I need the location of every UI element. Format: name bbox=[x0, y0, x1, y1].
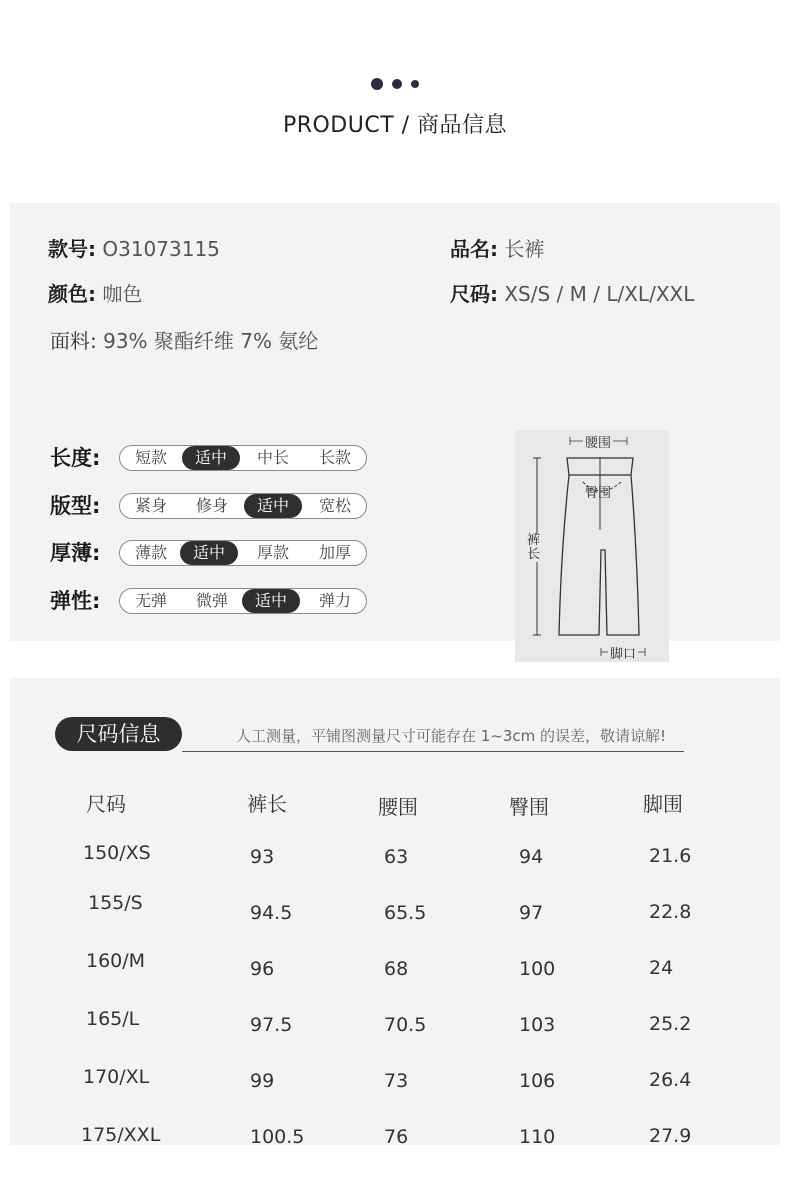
product-name-label: 品名: bbox=[450, 237, 498, 261]
table-cell: 94 bbox=[519, 846, 544, 868]
option-thick: 厚款 bbox=[256, 543, 289, 562]
table-cell: 76 bbox=[384, 1126, 409, 1148]
option-thin: 薄款 bbox=[134, 543, 167, 562]
table-cell: 155/S bbox=[88, 892, 143, 914]
table-cell: 97.5 bbox=[250, 1014, 293, 1036]
style-number-value: O31073115 bbox=[102, 237, 220, 261]
product-fabric-label: 面料: bbox=[50, 329, 97, 353]
table-cell: 24 bbox=[649, 957, 674, 979]
table-cell: 160/M bbox=[86, 950, 146, 972]
header-hem: 脚围 bbox=[643, 792, 683, 816]
table-cell: 68 bbox=[384, 958, 409, 980]
product-name bbox=[450, 233, 544, 262]
attr-length-options bbox=[119, 445, 367, 471]
option-moderate-stretch-selected: 适中 bbox=[242, 589, 300, 613]
waist-label: 腰围 bbox=[583, 432, 613, 451]
option-long: 长款 bbox=[318, 448, 351, 467]
style-number-label: 款号: bbox=[48, 237, 96, 261]
table-cell: 27.9 bbox=[649, 1125, 692, 1147]
table-cell: 99 bbox=[250, 1070, 275, 1092]
attr-length-label: 长度: bbox=[50, 446, 101, 470]
attr-elasticity-label: 弹性: bbox=[50, 589, 101, 613]
option-stretch: 弹力 bbox=[318, 591, 351, 610]
header-hip: 臀围 bbox=[509, 795, 549, 819]
size-chart-panel bbox=[10, 678, 780, 1148]
table-cell: 25.2 bbox=[649, 1013, 692, 1035]
option-extra-thick: 加厚 bbox=[318, 543, 351, 562]
table-cell: 26.4 bbox=[649, 1069, 692, 1091]
attr-elasticity-options bbox=[119, 588, 367, 614]
dot-icon bbox=[371, 78, 383, 90]
table-cell: 65.5 bbox=[384, 902, 427, 924]
option-short: 短款 bbox=[134, 448, 167, 467]
table-cell: 70.5 bbox=[384, 1014, 427, 1036]
table-cell: 21.6 bbox=[649, 845, 692, 867]
product-sizes-label: 尺码: bbox=[450, 282, 498, 306]
table-cell: 100 bbox=[519, 958, 556, 980]
option-slim: 修身 bbox=[195, 496, 228, 515]
size-info-badge: 尺码信息 bbox=[55, 717, 182, 751]
dot-icon bbox=[392, 79, 402, 89]
table-cell: 73 bbox=[384, 1070, 409, 1092]
table-cell: 165/L bbox=[86, 1008, 140, 1030]
pants-measurement-diagram bbox=[515, 430, 669, 662]
table-cell: 150/XS bbox=[83, 842, 151, 864]
table-cell: 103 bbox=[519, 1014, 556, 1036]
dot-icon bbox=[411, 80, 419, 88]
option-slight-stretch: 微弹 bbox=[195, 591, 228, 610]
option-loose: 宽松 bbox=[318, 496, 351, 515]
table-cell: 22.8 bbox=[649, 901, 692, 923]
header-length: 裤长 bbox=[247, 792, 287, 816]
header-size: 尺码 bbox=[86, 792, 126, 816]
attr-fit-label: 版型: bbox=[50, 494, 101, 518]
header-waist: 腰围 bbox=[378, 795, 418, 819]
option-mid-long: 中长 bbox=[256, 448, 289, 467]
product-color-value: 咖色 bbox=[102, 282, 143, 306]
table-cell: 106 bbox=[519, 1070, 556, 1092]
attr-thickness-label: 厚薄: bbox=[50, 541, 101, 565]
product-sizes-value: XS/S / M / L/XL/XXL bbox=[504, 282, 695, 306]
option-no-stretch: 无弹 bbox=[134, 591, 167, 610]
option-regular-selected: 适中 bbox=[244, 494, 302, 518]
decorative-dots bbox=[0, 73, 790, 92]
product-fabric-value: 93% 聚酯纤维 7% 氨纶 bbox=[103, 329, 319, 353]
divider bbox=[182, 751, 684, 752]
product-sizes bbox=[450, 278, 694, 307]
measurement-note: 人工测量，平铺图测量尺寸可能存在 1~3cm 的误差，敬请谅解! bbox=[236, 727, 667, 745]
length-label: 裤长 bbox=[527, 534, 543, 562]
hem-label: 脚口 bbox=[608, 643, 638, 662]
table-cell: 97 bbox=[519, 902, 544, 924]
table-cell: 110 bbox=[519, 1126, 556, 1148]
style-number bbox=[48, 233, 220, 262]
product-color-label: 颜色: bbox=[48, 282, 96, 306]
table-cell: 93 bbox=[250, 846, 275, 868]
option-medium-selected: 适中 bbox=[182, 446, 240, 470]
option-tight: 紧身 bbox=[134, 496, 167, 515]
attr-thickness-options bbox=[119, 540, 367, 566]
hip-label: 臀围 bbox=[585, 486, 612, 501]
table-cell: 94.5 bbox=[250, 902, 293, 924]
product-name-value: 长裤 bbox=[504, 237, 545, 261]
option-moderate-selected: 适中 bbox=[180, 541, 238, 565]
page-title: PRODUCT / 商品信息 bbox=[282, 113, 508, 138]
product-color bbox=[48, 278, 142, 307]
attr-fit-options bbox=[119, 493, 367, 519]
table-cell: 96 bbox=[250, 958, 275, 980]
table-cell: 63 bbox=[384, 846, 409, 868]
table-cell: 170/XL bbox=[83, 1066, 150, 1088]
table-cell: 100.5 bbox=[250, 1126, 305, 1148]
table-cell: 175/XXL bbox=[81, 1124, 161, 1146]
product-fabric bbox=[50, 325, 318, 354]
